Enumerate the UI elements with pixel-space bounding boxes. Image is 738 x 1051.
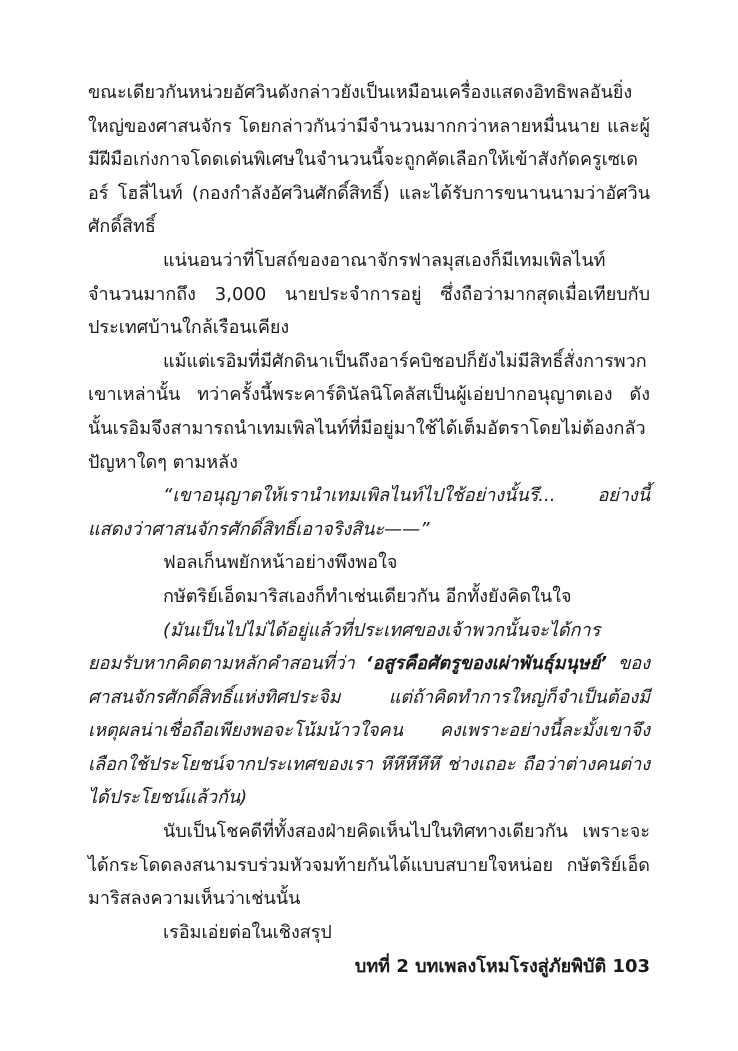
- paragraph-6: กษัตริย์เอ็ดมาริสเองก็ทำเช่นเดียวกัน อีกทั้งยังคิดในใจ: [163, 585, 572, 607]
- inner-thought-part-1: (มันเป็นไปไม่ได้อยู่แล้วที่ประเทศของเจ้าพวกนั้นจะได้การยอมรับหากคิดตามหลักคำสอนที่ว่า: [88, 619, 601, 675]
- paragraph-9: เรอิมเอ่ยต่อในเชิงสรุป: [163, 921, 332, 943]
- paragraph-2: แน่นอนว่าที่โบสถ์ของอาณาจักรฟาลมุสเองก็มีเทมเพิลไนท์จำนวนมากถึง 3,000 นายประจำการอยู่ ซึ่งถือว่ามากสุดเมื่อเทียบกับประเทศบ้านใกล้เรือนเคียง: [88, 249, 650, 339]
- quote-dialogue: “เขาอนุญาตให้เรานำเทมเพิลไนท์ไปใช้อย่างนั้นรึ... อย่างนี้แสดงว่าศาสนจักรศักดิ์สิทธิ์เอาจริงสินะ——”: [88, 485, 650, 540]
- inner-thought-part-2: ของศาสนจักรศักดิ์สิทธิ์แห่งทิศประจิม แต่ถ้าคิดทำการใหญ่ก็จำเป็นต้องมีเหตุผลน่าเชื่อถือเพียงพอจะโน้มน้าวใจคน คงเพราะอย่างนี้ละมั้งเขาจึงเลือกใช้ประโยชน์จากประเทศของเรา หึหึหึหึหึ ช่างเถอะ ถือว่าต่างคนต่างได้ประโยชน์แล้วกัน): [88, 653, 650, 809]
- paragraph-8: นับเป็นโชคดีที่ทั้งสองฝ่ายคิดเห็นไปในทิศทางเดียวกัน เพราะจะได้กระโดดลงสนามรบร่วมหัวจมท้ายกันได้แบบสบายใจหน่อย กษัตริย์เอ็ดมาริสลงความเห็นว่าเช่นนั้น: [88, 821, 650, 910]
- inner-thought-emphasis: ‘อสูรคือศัตรูของเผ่าพันธุ์มนุษย์’: [365, 653, 608, 675]
- page-body: [88, 76, 650, 949]
- page-number: 103: [612, 956, 650, 977]
- paragraph-3: แม้แต่เรอิมที่มีศักดินาเป็นถึงอาร์คบิชอปก็ยังไม่มีสิทธิ์สั่งการพวกเขาเหล่านั้น ทว่าครั้งนี้พระคาร์ดินัลนิโคลัสเป็นผู้เอ่ยปากอนุญาตเอง ดังนั้นเรอิมจึงสามารถนำเทมเพิลไนท์ที่มีอยู่มาใช้ได้เต็มอัตราโดยไม่ต้องกลัวปัญหาใดๆ ตามหลัง: [88, 350, 650, 473]
- chapter-title: บทที่ 2 บทเพลงโหมโรงสู่ภัยพิบัติ: [354, 956, 607, 977]
- inner-thought-paragraph: [88, 614, 650, 816]
- page-footer: [355, 951, 650, 980]
- paragraph-1: ขณะเดียวกันหน่วยอัศวินดังกล่าวยังเป็นเหมือนเครื่องแสดงอิทธิพลอันยิ่งใหญ่ของศาสนจักร โดยกล่าวกันว่ามีจำนวนมากกว่าหลายหมื่นนาย และผู้มีฝีมือเก่งกาจโดดเด่นพิเศษในจำนวนนี้จะถูกคัดเลือกให้เข้าสังกัดครูเซเดอร์ โฮลี่ไนท์ (กองกำลังอัศวินศักดิ์สิทธิ์) และได้รับการขนานนามว่าอัศวินศักดิ์สิทธิ์: [88, 82, 650, 238]
- paragraph-5: ฟอลเก็นพยักหน้าอย่างพึงพอใจ: [163, 552, 398, 574]
